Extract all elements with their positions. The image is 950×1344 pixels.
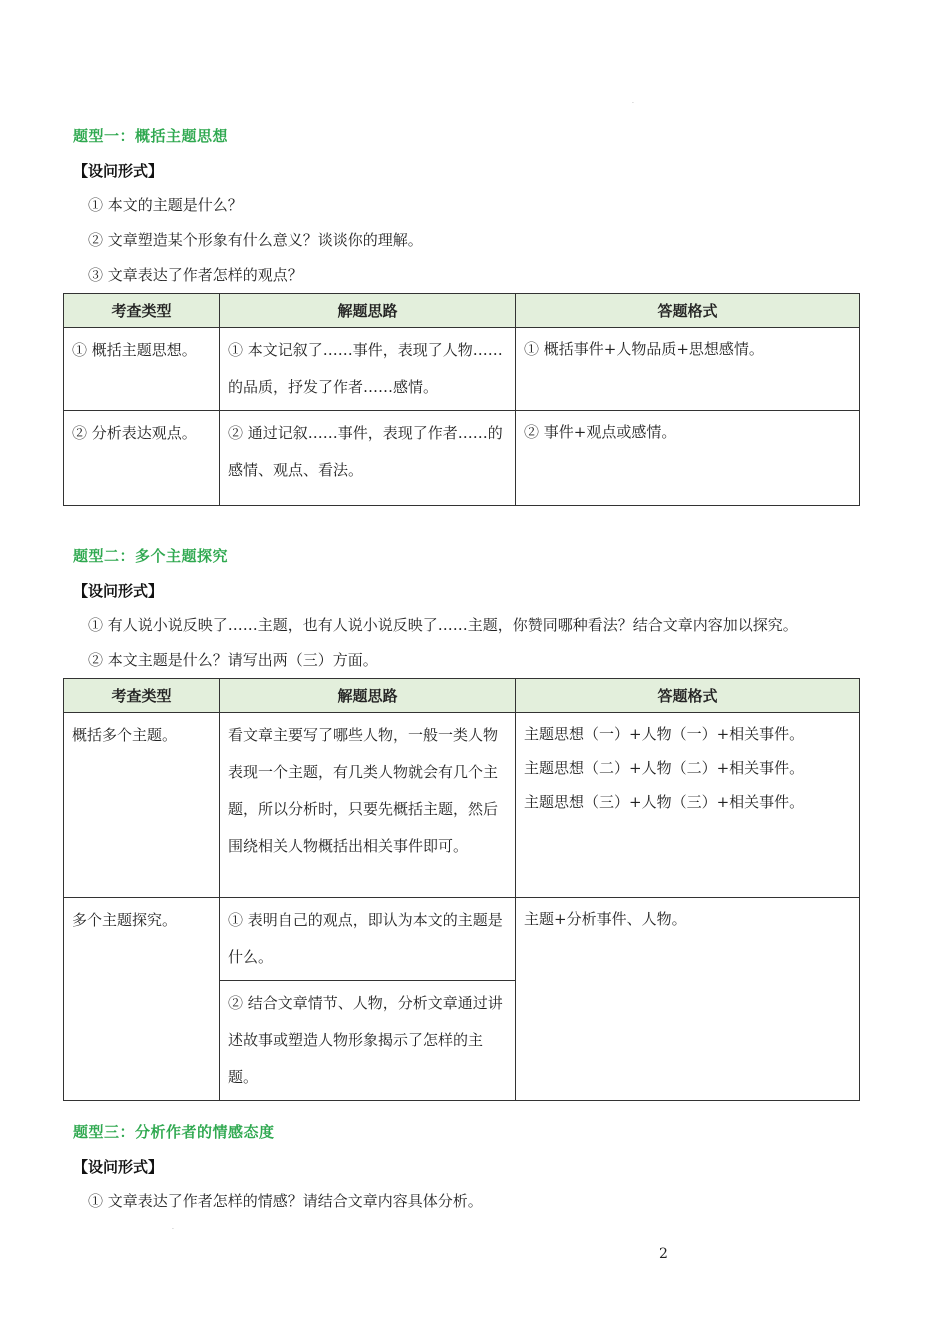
section2-table <box>63 678 860 1101</box>
cell-approach: ② 通过记叙……事件，表现了作者……的感情、观点、看法。 <box>220 411 516 506</box>
cell-format: ② 事件+观点或感情。 <box>516 411 860 506</box>
section3-question-1: ① 文章表达了作者怎样的情感？请结合文章内容具体分析。 <box>88 1192 483 1210</box>
section3-subtitle: 【设问形式】 <box>73 1158 164 1176</box>
format-line: 主题思想（二）+人物（二）+相关事件。 <box>524 759 805 777</box>
cell-approach: ① 表明自己的观点，即认为本文的主题是什么。 <box>220 898 516 981</box>
cell-type: 概括多个主题。 <box>64 713 220 898</box>
section1-table <box>63 293 860 506</box>
table-row <box>64 898 860 981</box>
header-format: 答题格式 <box>516 679 860 713</box>
table-row <box>64 411 860 506</box>
format-line: 主题思想（一）+人物（一）+相关事件。 <box>524 725 805 743</box>
cell-approach: ② 结合文章情节、人物，分析文章通过讲述故事或塑造人物形象揭示了怎样的主题。 <box>220 981 516 1101</box>
section2-subtitle: 【设问形式】 <box>73 582 164 600</box>
section1-title: 题型一：概括主题思想 <box>73 127 229 145</box>
page-mark-top: . <box>632 98 634 105</box>
cell-format: ① 概括事件+人物品质+思想感情。 <box>516 328 860 411</box>
header-approach: 解题思路 <box>220 679 516 713</box>
section2-question-2: ② 本文主题是什么？请写出两（三）方面。 <box>88 651 378 669</box>
section2-title: 题型二：多个主题探究 <box>73 547 229 565</box>
table-row <box>64 713 860 898</box>
format-line: 主题思想（三）+人物（三）+相关事件。 <box>524 793 805 811</box>
page-mark-bottom: . <box>172 1224 174 1231</box>
header-type: 考查类型 <box>64 679 220 713</box>
cell-format: 主题+分析事件、人物。 <box>516 898 860 1101</box>
section1-question-2: ② 文章塑造某个形象有什么意义？谈谈你的理解。 <box>88 231 423 249</box>
table-header-row <box>64 679 860 713</box>
section2-question-1: ① 有人说小说反映了……主题，也有人说小说反映了……主题，你赞同哪种看法？结合文章内容加以探究。 <box>88 616 798 634</box>
header-approach: 解题思路 <box>220 294 516 328</box>
page-number: 2 <box>659 1246 668 1262</box>
table-row <box>64 328 860 411</box>
cell-type: ② 分析表达观点。 <box>64 411 220 506</box>
cell-approach: 看文章主要写了哪些人物，一般一类人物表现一个主题，有几类人物就会有几个主题，所以分析时，只要先概括主题，然后围绕相关人物概括出相关事件即可。 <box>220 713 516 898</box>
section1-question-3: ③ 文章表达了作者怎样的观点？ <box>88 266 303 284</box>
table-header-row <box>64 294 860 328</box>
cell-format <box>516 713 860 898</box>
section1-subtitle: 【设问形式】 <box>73 162 164 180</box>
cell-approach: ① 本文记叙了……事件，表现了人物……的品质，抒发了作者……感情。 <box>220 328 516 411</box>
section3-title: 题型三：分析作者的情感态度 <box>73 1123 275 1141</box>
header-type: 考查类型 <box>64 294 220 328</box>
cell-type: ① 概括主题思想。 <box>64 328 220 411</box>
header-format: 答题格式 <box>516 294 860 328</box>
section1-question-1: ① 本文的主题是什么？ <box>88 196 243 214</box>
cell-type: 多个主题探究。 <box>64 898 220 1101</box>
